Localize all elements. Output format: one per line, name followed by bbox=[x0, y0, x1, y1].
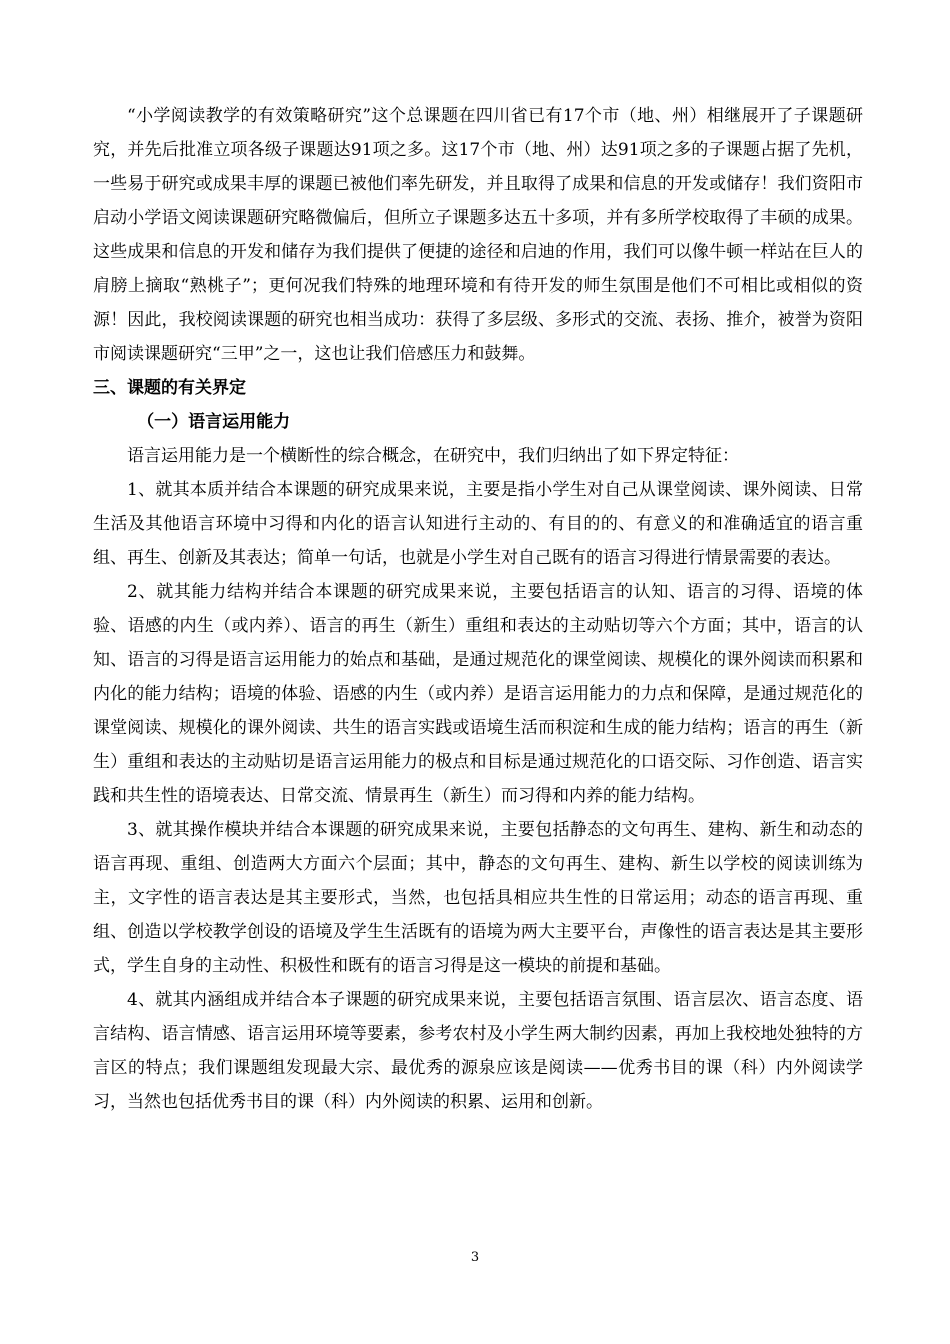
body-paragraph: 语言运用能力是一个横断性的综合概念，在研究中，我们归纳出了如下界定特征： bbox=[127, 446, 739, 466]
section-heading: 三、课题的有关界定 bbox=[93, 378, 246, 398]
body-paragraph: 3、就其操作模块并结合本课题的研究成果来说，主要包括静态的文句再生、建构、新生和动态的语言再现、重组、创造两大方面六个层面；其中，静态的文句再生、建构、新生以学校的阅读训练为主，文字性的语言表达是其主要形式，当然，也包括具相应共生性的日常运用；动态的语言再现、重组、创造以学校教学创设的语境及学生生活既有的语境为两大主要平台，声像性的语言表达是其主要形式，学生自身的主动性、积极性和既有的语言习得是这一模块的前提和基础。 bbox=[93, 820, 863, 976]
document-body bbox=[93, 99, 863, 1119]
page-number: 3 bbox=[470, 1250, 480, 1265]
intro-paragraph: “小学阅读教学的有效策略研究”这个总课题在四川省已有17个市（地、州）相继展开了子课题研究，并先后批准立项各级子课题达91项之多。这17个市（地、州）达91项之多的子课题占据了先机，一些易于研究或成果丰厚的课题已被他们率先研发，并且取得了成果和信息的开发或储存！我们资阳市启动小学语文阅读课题研究略微偏后，但所立子课题多达五十多项，并有多所学校取得了丰硕的成果。这些成果和信息的开发和储存为我们提供了便捷的途径和启迪的作用，我们可以像牛顿一样站在巨人的肩膀上摘取“熟桃子”；更何况我们特殊的地理环境和有待开发的师生氛围是他们不可相比或相似的资源！因此，我校阅读课题的研究也相当成功：获得了多层级、多形式的交流、表扬、推介，被誉为资阳市阅读课题研究“三甲”之一，这也让我们倍感压力和鼓舞。 bbox=[93, 106, 863, 364]
body-paragraph: 4、就其内涵组成并结合本子课题的研究成果来说，主要包括语言氛围、语言层次、语言态度、语言结构、语言情感、语言运用环境等要素，参考农村及小学生两大制约因素，再加上我校地处独特的方言区的特点；我们课题组发现最大宗、最优秀的源泉应该是阅读——优秀书目的课（科）内外阅读学习，当然也包括优秀书目的课（科）内外阅读的积累、运用和创新。 bbox=[93, 990, 863, 1112]
subsection-heading: （一）语言运用能力 bbox=[137, 412, 291, 432]
body-paragraph: 2、就其能力结构并结合本课题的研究成果来说，主要包括语言的认知、语言的习得、语境的体验、语感的内生（或内养）、语言的再生（新生）重组和表达的主动贴切等六个方面；其中，语言的认知、语言的习得是语言运用能力的始点和基础，是通过规范化的课堂阅读、规模化的课外阅读而积累和内化的能力结构；语境的体验、语感的内生（或内养）是语言运用能力的力点和保障，是通过规范化的课堂阅读、规模化的课外阅读、共生的语言实践或语境生活而积淀和生成的能力结构；语言的再生（新生）重组和表达的主动贴切是语言运用能力的极点和目标是通过规范化的口语交际、习作创造、语言实践和共生性的语境表达、日常交流、情景再生（新生）而习得和内养的能力结构。 bbox=[93, 582, 863, 806]
body-paragraph: 1、就其本质并结合本课题的研究成果来说，主要是指小学生对自己从课堂阅读、课外阅读、日常生活及其他语言环境中习得和内化的语言认知进行主动的、有目的的、有意义的和准确适宜的语言重组、再生、创新及其表达；简单一句话，也就是小学生对自己既有的语言习得进行情景需要的表达。 bbox=[93, 480, 863, 568]
